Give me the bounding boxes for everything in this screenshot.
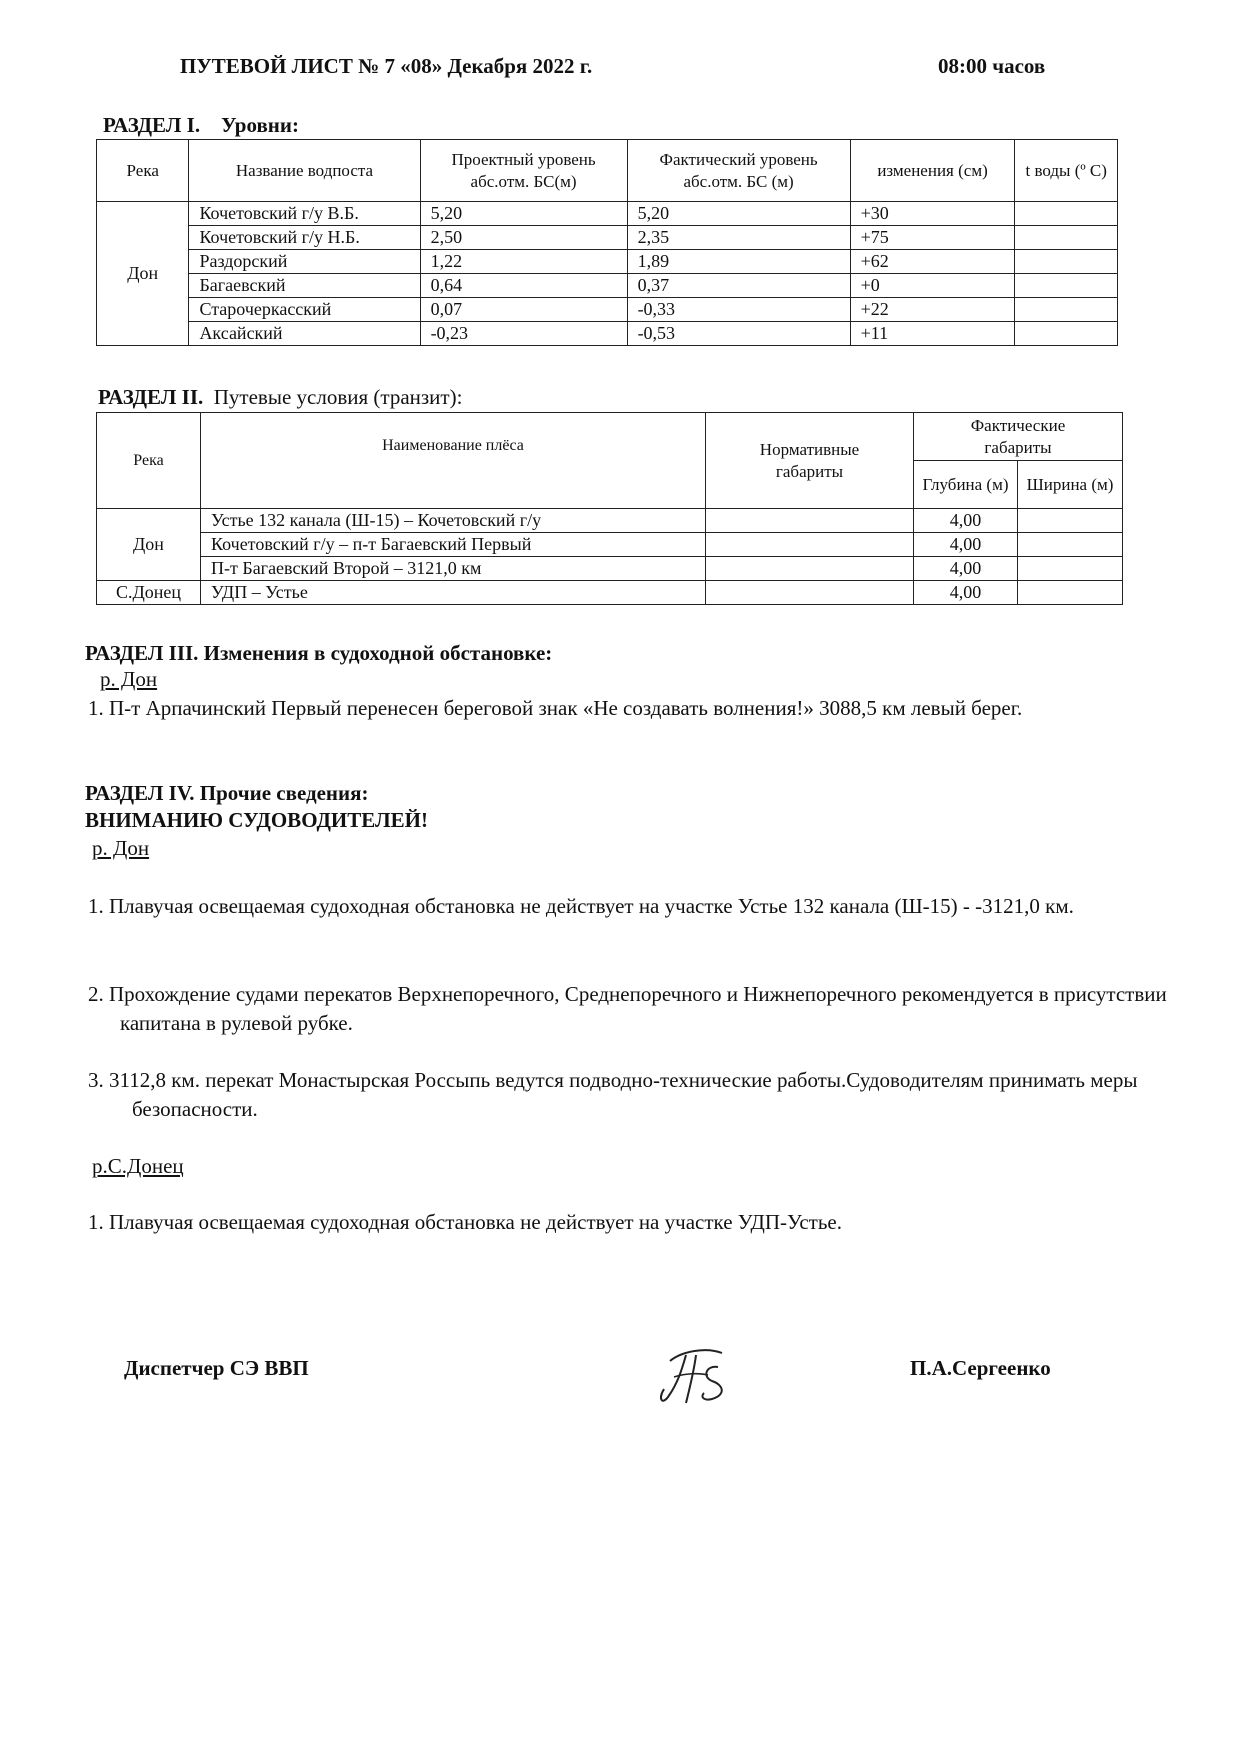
table-row — [97, 202, 1118, 226]
design-cell: -0,23 — [420, 322, 627, 346]
handwritten-signature — [656, 1343, 748, 1413]
col-width: Ширина (м) — [1018, 461, 1123, 509]
design-cell: 2,50 — [420, 226, 627, 250]
table-row — [97, 250, 1118, 274]
normative-cell — [706, 557, 914, 581]
document-title: ПУТЕВОЙ ЛИСТ № 7 «08» Декабря 2022 г. — [180, 54, 593, 78]
normative-cell — [706, 581, 914, 605]
depth-cell: 4,00 — [914, 533, 1018, 557]
section4-donets-river: р.С.Донец — [92, 1154, 184, 1178]
table-row — [97, 533, 1123, 557]
col-design-level: Проектный уровень абс.отм. БС(м) — [420, 140, 627, 202]
design-cell: 0,07 — [420, 298, 627, 322]
col-actual-level: Фактический уровень абс.отм. БС (м) — [627, 140, 850, 202]
section2-label: РАЗДЕЛ II. — [98, 385, 204, 409]
list-item: 3. 3112,8 км. перекат Монастырская Россыпь ведутся подводно-технические работы.Судоводителям принимать меры безопасности. — [88, 1068, 1138, 1121]
change-cell: +62 — [850, 250, 1015, 274]
signer-position: Диспетчер СЭ ВВП — [124, 1356, 309, 1380]
post-cell: Кочетовский г/у В.Б. — [189, 202, 420, 226]
document-time: 08:00 часов — [938, 54, 1046, 78]
col-river: Река — [97, 140, 189, 202]
section3-river: р. Дон — [100, 667, 158, 691]
river-cell: Дон — [97, 509, 201, 581]
temp-cell — [1015, 250, 1118, 274]
width-cell — [1018, 533, 1123, 557]
normative-cell — [706, 509, 914, 533]
temp-cell — [1015, 274, 1118, 298]
attention-heading — [85, 808, 428, 833]
col-river: Река — [97, 413, 201, 509]
table-row — [97, 226, 1118, 250]
actual-cell: -0,33 — [627, 298, 850, 322]
table-row — [97, 298, 1118, 322]
normative-cell — [706, 533, 914, 557]
actual-cell: 1,89 — [627, 250, 850, 274]
section2-title: Путевые условия (транзит): — [213, 385, 463, 409]
temp-cell — [1015, 226, 1118, 250]
list-item: 1. Плавучая освещаемая судоходная обстановка не действует на участке Устье 132 канала (Ш-15) - -3121,0 км. — [88, 894, 1074, 918]
section4-don-river: р. Дон — [92, 836, 150, 860]
design-cell: 0,64 — [420, 274, 627, 298]
attention-text: ВНИМАНИЮ СУДОВОДИТЕЛЕЙ! — [85, 808, 428, 832]
river-cell: С.Донец — [97, 581, 201, 605]
change-cell: +30 — [850, 202, 1015, 226]
depth-cell: 4,00 — [914, 509, 1018, 533]
section2-heading — [98, 385, 462, 410]
reach-cell: Устье 132 канала (Ш-15) – Кочетовский г/у — [201, 509, 706, 533]
table-row — [97, 581, 1123, 605]
section4-title-text: РАЗДЕЛ IV. Прочие сведения: — [85, 781, 369, 805]
col-change: изменения (см) — [850, 140, 1015, 202]
section1-label: РАЗДЕЛ I. — [103, 113, 201, 137]
section4-title — [85, 781, 368, 806]
section1-heading — [103, 113, 299, 138]
actual-cell: 2,35 — [627, 226, 850, 250]
depth-cell: 4,00 — [914, 581, 1018, 605]
actual-cell: -0,53 — [627, 322, 850, 346]
reach-cell: П-т Багаевский Второй – 3121,0 км — [201, 557, 706, 581]
col-actual-dimensions: Фактические габариты — [914, 413, 1123, 461]
col-reach: Наименование плёса — [201, 413, 706, 509]
depth-cell: 4,00 — [914, 557, 1018, 581]
section3-heading — [85, 641, 552, 666]
design-cell: 1,22 — [420, 250, 627, 274]
col-water-temp: t воды (º С) — [1015, 140, 1118, 202]
post-cell: Кочетовский г/у Н.Б. — [189, 226, 420, 250]
table-row — [97, 322, 1118, 346]
list-item: 1. Плавучая освещаемая судоходная обстановка не действует на участке УДП-Устье. — [88, 1210, 842, 1234]
col-normative: Нормативные габариты — [706, 413, 914, 509]
signer-name: П.А.Сергеенко — [910, 1356, 1051, 1380]
table-row — [97, 509, 1123, 533]
post-cell: Багаевский — [189, 274, 420, 298]
transit-header-row — [97, 413, 1123, 461]
temp-cell — [1015, 298, 1118, 322]
actual-cell: 5,20 — [627, 202, 850, 226]
reach-cell: Кочетовский г/у – п-т Багаевский Первый — [201, 533, 706, 557]
temp-cell — [1015, 202, 1118, 226]
section3-title: РАЗДЕЛ III. Изменения в судоходной обстановке: — [85, 641, 553, 665]
change-cell: +0 — [850, 274, 1015, 298]
temp-cell — [1015, 322, 1118, 346]
width-cell — [1018, 581, 1123, 605]
table-row — [97, 274, 1118, 298]
section1-title: Уровни: — [221, 113, 299, 137]
table-row — [97, 557, 1123, 581]
change-cell: +75 — [850, 226, 1015, 250]
list-item: 2. Прохождение судами перекатов Верхнепоречного, Среднепоречного и Нижнепоречного рекомендуется в присутствии капитана в рулевой рубке. — [88, 982, 1167, 1035]
width-cell — [1018, 557, 1123, 581]
change-cell: +22 — [850, 298, 1015, 322]
river-cell: Дон — [97, 202, 189, 346]
post-cell: Старочеркасский — [189, 298, 420, 322]
width-cell — [1018, 509, 1123, 533]
col-depth: Глубина (м) — [914, 461, 1018, 509]
section3-item: 1. П-т Арпачинский Первый перенесен береговой знак «Не создавать волнения!» 3088,5 км левый берег. — [88, 696, 1023, 720]
post-cell: Аксайский — [189, 322, 420, 346]
levels-table — [96, 139, 1118, 346]
actual-cell: 0,37 — [627, 274, 850, 298]
transit-table — [96, 412, 1123, 605]
design-cell: 5,20 — [420, 202, 627, 226]
levels-header-row — [97, 140, 1118, 202]
col-post: Название водпоста — [189, 140, 420, 202]
change-cell: +11 — [850, 322, 1015, 346]
reach-cell: УДП – Устье — [201, 581, 706, 605]
post-cell: Раздорский — [189, 250, 420, 274]
